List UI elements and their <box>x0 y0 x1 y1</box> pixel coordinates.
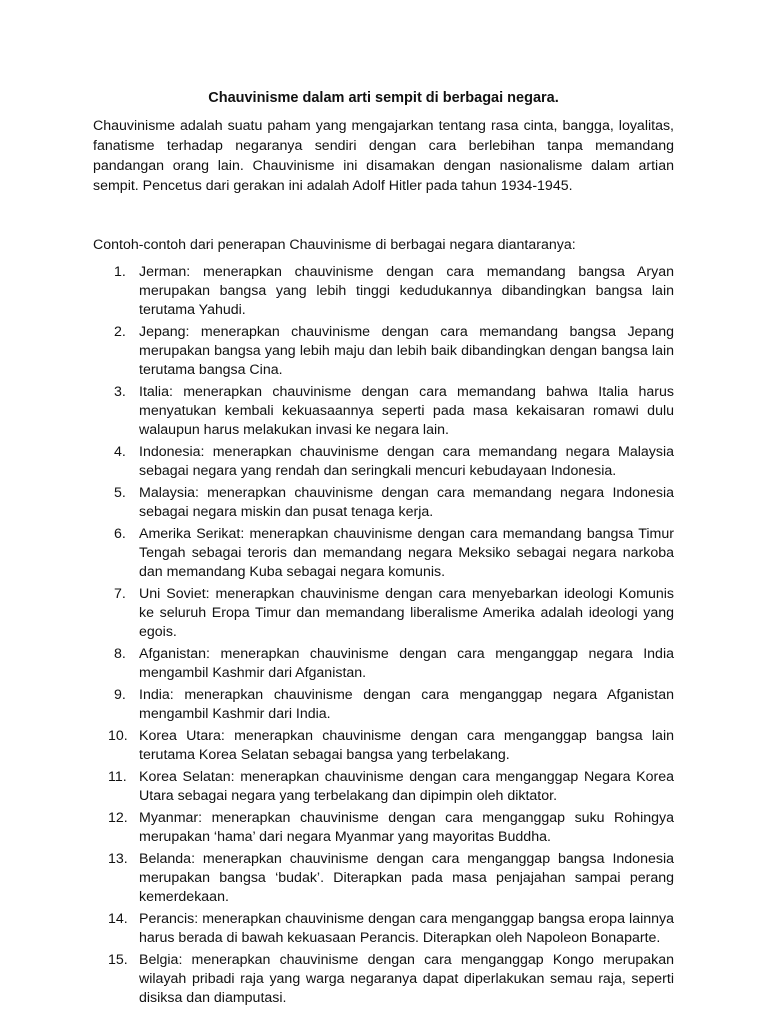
list-item-text: Perancis: menerapkan chauvinisme dengan cara menganggap bangsa eropa lainnya harus berada di bawah kekuasaan Perancis. Diterapkan oleh Napoleon Bonaparte. <box>139 911 674 946</box>
list-item-number: 3. <box>114 384 126 400</box>
list-item <box>93 809 674 847</box>
list-item <box>93 686 674 724</box>
list-item-text: Myanmar: menerapkan chauvinisme dengan cara menganggap suku Rohingya merupakan ‘hama’ dari negara Myanmar yang mayoritas Buddha. <box>139 810 674 845</box>
list-item <box>93 910 674 948</box>
list-item-text: Indonesia: menerapkan chauvinisme dengan cara memandang negara Malaysia sebagai negara yang rendah dan seringkali mencuri kebudayaan Indonesia. <box>139 444 674 479</box>
list-item <box>93 850 674 907</box>
list-item <box>93 645 674 683</box>
list-item-text: Uni Soviet: menerapkan chauvinisme dengan cara menyebarkan ideologi Komunis ke seluruh Eropa Timur dan memandang liberalisme Amerika adalah ideologi yang egois. <box>139 586 674 640</box>
list-item-number: 15. <box>108 952 128 968</box>
list-item <box>93 585 674 642</box>
list-item-text: Jepang: menerapkan chauvinisme dengan cara memandang bangsa Jepang merupakan bangsa yang lebih maju dan lebih baik dibandingkan dengan bangsa lain terutama bangsa Cina. <box>139 324 674 378</box>
list-item-text: Italia: menerapkan chauvinisme dengan cara memandang bahwa Italia harus menyatukan kembali kekuasaannya seperti pada masa kekaisaran romawi dulu walaupun harus melakukan invasi ke negara lain. <box>139 384 674 438</box>
list-item-number: 4. <box>114 444 126 460</box>
list-item-number: 1. <box>114 264 126 280</box>
document-title: Chauvinisme dalam arti sempit di berbagai negara. <box>208 90 559 106</box>
list-item-number: 14. <box>108 911 128 927</box>
list-item <box>93 525 674 582</box>
list-item-number: 13. <box>108 851 128 867</box>
examples-list <box>93 263 674 1008</box>
intro-paragraph: Chauvinisme adalah suatu paham yang mengajarkan tentang rasa cinta, bangga, loyalitas, fanatisme terhadap negaranya sendiri dengan cara berlebihan tanpa memandang pandangan orang lain. Chauvinisme ini disamakan dengan nasionalisme dalam artian sempit. Pencetus dari gerakan ini adalah Adolf Hitler pada tahun 1934-1945. <box>93 118 674 194</box>
list-item <box>93 383 674 440</box>
list-item-number: 12. <box>108 810 128 826</box>
list-item-text: Belgia: menerapkan chauvinisme dengan cara menganggap Kongo merupakan wilayah pribadi raja yang warga negaranya dapat diperlakukan semau raja, seperti disiksa dan diamputasi. <box>139 952 674 1006</box>
list-item <box>93 727 674 765</box>
list-item-number: 10. <box>108 728 128 744</box>
list-item <box>93 484 674 522</box>
list-item <box>93 323 674 380</box>
list-item <box>93 263 674 320</box>
list-item-number: 9. <box>114 687 126 703</box>
list-item-number: 7. <box>114 586 126 602</box>
list-item-number: 11. <box>108 769 127 785</box>
list-item-text: Jerman: menerapkan chauvinisme dengan cara memandang bangsa Aryan merupakan bangsa yang lebih tinggi kedudukannya dibandingkan bangsa lain terutama Yahudi. <box>139 264 674 318</box>
list-item-text: Korea Selatan: menerapkan chauvinisme dengan cara menganggap Negara Korea Utara sebagai negara yang terbelakang dan dipimpin oleh diktator. <box>139 769 674 804</box>
list-item-text: Malaysia: menerapkan chauvinisme dengan cara memandang negara Indonesia sebagai negara miskin dan pusat tenaga kerja. <box>139 485 674 520</box>
list-item-number: 8. <box>114 646 126 662</box>
list-item <box>93 443 674 481</box>
list-lead-paragraph: Contoh-contoh dari penerapan Chauvinisme di berbagai negara diantaranya: <box>93 237 576 253</box>
list-item-text: India: menerapkan chauvinisme dengan cara menganggap negara Afganistan mengambil Kashmir dari India. <box>139 687 674 722</box>
list-item-text: Afganistan: menerapkan chauvinisme dengan cara menganggap negara India mengambil Kashmir dari Afganistan. <box>139 646 674 681</box>
list-item-number: 6. <box>114 526 126 542</box>
list-item-text: Korea Utara: menerapkan chauvinisme dengan cara menganggap bangsa lain terutama Korea Selatan sebagai bangsa yang terbelakang. <box>139 728 674 763</box>
list-item <box>93 951 674 1008</box>
list-item-text: Belanda: menerapkan chauvinisme dengan cara menganggap bangsa Indonesia merupakan bangsa ‘budak’. Diterapkan pada masa penjajahan sampai perang kemerdekaan. <box>139 851 674 905</box>
list-item <box>93 768 674 806</box>
list-item-text: Amerika Serikat: menerapkan chauvinisme dengan cara memandang bangsa Timur Tengah sebagai teroris dan memandang negara Meksiko sebagai negara narkoba dan memandang Kuba sebagai negara komunis. <box>139 526 674 580</box>
list-item-number: 5. <box>114 485 126 501</box>
list-item-number: 2. <box>114 324 126 340</box>
